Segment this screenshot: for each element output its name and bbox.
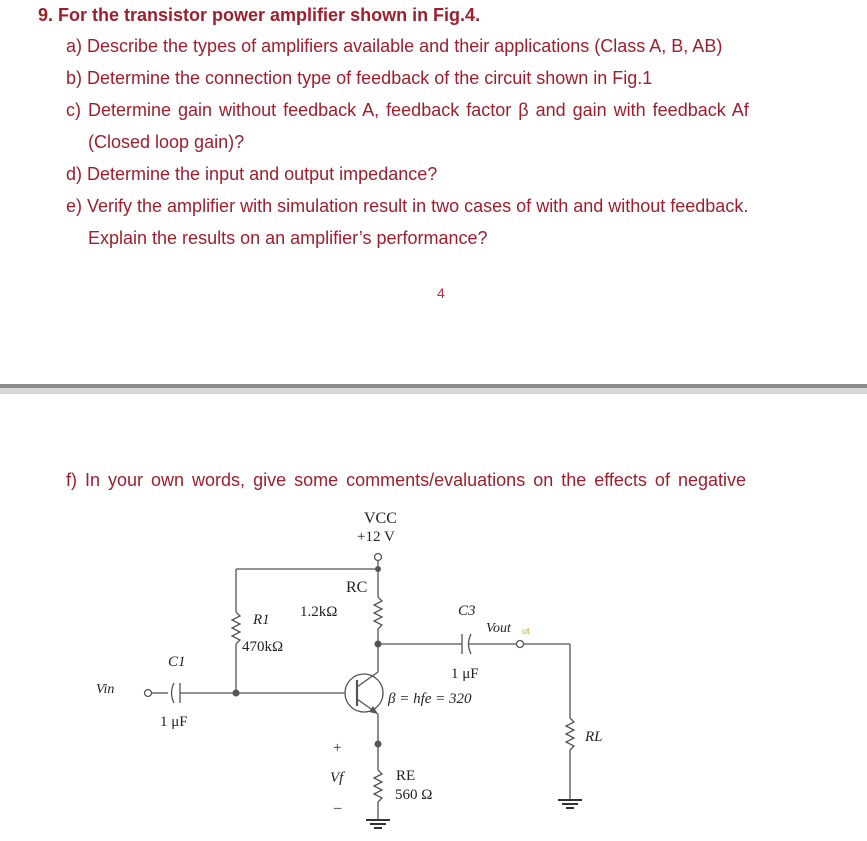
- transistor-body: [345, 674, 383, 712]
- question-a: a) Describe the types of amplifiers available and their applications (Class A, B, AB): [66, 36, 723, 56]
- vcc-terminal: [375, 554, 382, 561]
- re-resistor: [374, 770, 382, 802]
- question-d: d) Determine the input and output impedance?: [66, 164, 438, 184]
- vout-terminal: [517, 641, 524, 648]
- c1-label: C1: [168, 654, 186, 670]
- junction-dot: [375, 641, 382, 648]
- question-e-line1: e) Verify the amplifier with simulation result in two cases of with and without feedback.: [66, 196, 749, 216]
- rc-label: RC: [346, 579, 368, 596]
- c3-label: C3: [458, 603, 476, 619]
- c1-value: 1 μF: [160, 714, 188, 730]
- rc-resistor: [374, 597, 382, 629]
- vout-suffix: ut: [522, 626, 530, 636]
- c1-plate-left: [172, 683, 175, 703]
- junction-dot: [233, 690, 240, 697]
- re-label: RE: [396, 768, 416, 784]
- vcc-label: VCC: [364, 510, 397, 527]
- r1-label: R1: [253, 612, 270, 628]
- beta-label: β = hfe = 320: [388, 691, 472, 707]
- question-b: b) Determine the connection type of feedback of the circuit shown in Fig.1: [66, 68, 653, 88]
- re-value: 560 Ω: [395, 787, 433, 803]
- rl-resistor: [566, 718, 574, 750]
- r1-resistor: [232, 612, 240, 644]
- junction-dot: [375, 566, 381, 572]
- vin-terminal: [145, 690, 152, 697]
- vf-label: Vf: [330, 770, 344, 786]
- question-c-line2: (Closed loop gain)?: [88, 132, 245, 152]
- rc-value: 1.2kΩ: [300, 604, 338, 620]
- rl-label: RL: [585, 729, 603, 745]
- vf-minus: –: [334, 800, 342, 816]
- vf-plus: +: [333, 740, 342, 756]
- r1-value: 470kΩ: [242, 639, 284, 655]
- question-e-line2: Explain the results on an amplifier’s performance?: [88, 228, 488, 248]
- vout-label: Vout: [486, 621, 511, 636]
- c3-value: 1 μF: [451, 666, 479, 682]
- junction-dot: [375, 741, 382, 748]
- vcc-value: +12 V: [357, 529, 395, 545]
- page-number: 4: [437, 285, 445, 301]
- question-title: 9. For the transistor power amplifier shown in Fig.4.: [38, 5, 481, 25]
- question-c-line1: c) Determine gain without feedback A, feedback factor β and gain with feedback Af: [66, 100, 749, 120]
- question-f: f) In your own words, give some comments/evaluations on the effects of negative: [66, 470, 747, 490]
- vin-label: Vin: [96, 682, 115, 697]
